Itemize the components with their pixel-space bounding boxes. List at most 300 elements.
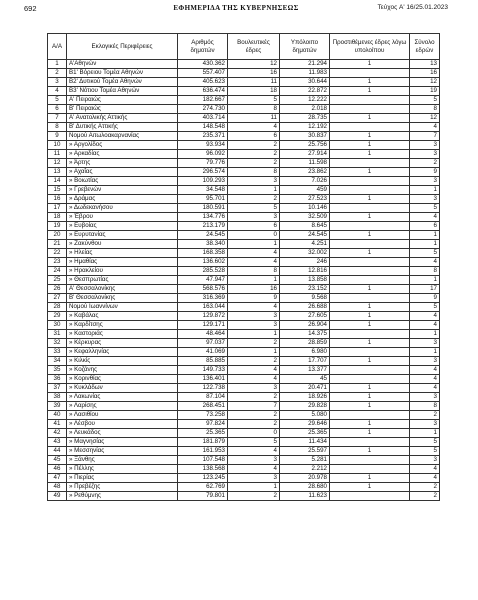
- remainder-count: 12.816: [280, 267, 330, 276]
- seats-count: 2: [228, 420, 280, 429]
- seats-count: 16: [228, 69, 280, 78]
- remainder-count: 25.365: [280, 429, 330, 438]
- remainder-count: 10.146: [280, 204, 330, 213]
- added-seats: [330, 276, 410, 285]
- issue-info: Τεύχος A' 16/25.01.2023: [377, 4, 448, 11]
- citizens-count: 96.092: [178, 150, 228, 159]
- citizens-count: 180.591: [178, 204, 228, 213]
- remainder-count: 28.735: [280, 114, 330, 123]
- remainder-count: 22.872: [280, 87, 330, 96]
- table-row: [48, 303, 440, 312]
- citizens-count: 34.548: [178, 186, 228, 195]
- remainder-count: 18.926: [280, 393, 330, 402]
- seats-count: 4: [228, 258, 280, 267]
- district-name: » Πέλλης: [67, 465, 178, 474]
- added-seats: 1: [330, 231, 410, 240]
- added-seats: 1: [330, 447, 410, 456]
- row-number: 39: [48, 402, 67, 411]
- total-seats: 13: [410, 60, 440, 69]
- seats-count: 1: [228, 276, 280, 285]
- row-number: 11: [48, 150, 67, 159]
- added-seats: 1: [330, 285, 410, 294]
- row-number: 49: [48, 492, 67, 501]
- seats-count: 2: [228, 150, 280, 159]
- added-seats: 1: [330, 474, 410, 483]
- citizens-count: 148.548: [178, 123, 228, 132]
- total-seats: 1: [410, 240, 440, 249]
- page-header: [24, 4, 448, 16]
- seats-count: 3: [228, 213, 280, 222]
- citizens-count: 557.407: [178, 69, 228, 78]
- district-name: » Δωδεκανήσου: [67, 204, 178, 213]
- district-name: » Ρεθύμνης: [67, 492, 178, 501]
- total-seats: 4: [410, 366, 440, 375]
- added-seats: 1: [330, 357, 410, 366]
- table-row: [48, 375, 440, 384]
- table-row: [48, 483, 440, 492]
- remainder-count: 28.680: [280, 483, 330, 492]
- table-row: [48, 285, 440, 294]
- col-header-no: Α/Α: [48, 34, 67, 60]
- added-seats: [330, 258, 410, 267]
- seats-count: 11: [228, 78, 280, 87]
- seats-count: 1: [228, 186, 280, 195]
- citizens-count: 85.885: [178, 357, 228, 366]
- remainder-count: 4.251: [280, 240, 330, 249]
- row-number: 37: [48, 384, 67, 393]
- remainder-count: 25.756: [280, 141, 330, 150]
- citizens-count: 568.576: [178, 285, 228, 294]
- district-name: » Δράμας: [67, 195, 178, 204]
- added-seats: [330, 204, 410, 213]
- citizens-count: 235.371: [178, 132, 228, 141]
- citizens-count: 109.293: [178, 177, 228, 186]
- total-seats: 4: [410, 258, 440, 267]
- added-seats: [330, 267, 410, 276]
- row-number: 12: [48, 159, 67, 168]
- added-seats: [330, 123, 410, 132]
- total-seats: 4: [410, 384, 440, 393]
- added-seats: [330, 105, 410, 114]
- total-seats: 3: [410, 420, 440, 429]
- remainder-count: 29.828: [280, 402, 330, 411]
- district-name: » Κυκλάδων: [67, 384, 178, 393]
- district-name: » Θεσπρωτίας: [67, 276, 178, 285]
- row-number: 36: [48, 375, 67, 384]
- citizens-count: 274.730: [178, 105, 228, 114]
- added-seats: [330, 348, 410, 357]
- table-row: [48, 87, 440, 96]
- citizens-count: 79.801: [178, 492, 228, 501]
- citizens-count: 48.464: [178, 330, 228, 339]
- citizens-count: 93.934: [178, 141, 228, 150]
- row-number: 34: [48, 357, 67, 366]
- district-name: Β' Θεσσαλονίκης: [67, 294, 178, 303]
- row-number: 24: [48, 267, 67, 276]
- citizens-count: 129.171: [178, 321, 228, 330]
- district-name: » Ηρακλείου: [67, 267, 178, 276]
- added-seats: 1: [330, 393, 410, 402]
- table-row: [48, 465, 440, 474]
- district-name: Α' Ανατολικής Αττικής: [67, 114, 178, 123]
- seats-count: 4: [228, 366, 280, 375]
- table-row: [48, 96, 440, 105]
- seats-count: 3: [228, 312, 280, 321]
- remainder-count: 23.862: [280, 168, 330, 177]
- row-number: 41: [48, 420, 67, 429]
- citizens-count: 97.037: [178, 339, 228, 348]
- total-seats: 2: [410, 159, 440, 168]
- seats-count: 1: [228, 348, 280, 357]
- district-name: Α' Θεσσαλονίκης: [67, 285, 178, 294]
- citizens-count: 73.258: [178, 411, 228, 420]
- total-seats: 3: [410, 456, 440, 465]
- row-number: 27: [48, 294, 67, 303]
- district-name: » Μεσσηνίας: [67, 447, 178, 456]
- citizens-count: 134.776: [178, 213, 228, 222]
- added-seats: [330, 186, 410, 195]
- district-name: » Λασιθίου: [67, 411, 178, 420]
- district-name: » Ηλείας: [67, 249, 178, 258]
- citizens-count: 41.069: [178, 348, 228, 357]
- table-row: [48, 105, 440, 114]
- added-seats: [330, 177, 410, 186]
- table-row: [48, 78, 440, 87]
- seats-count: 4: [228, 447, 280, 456]
- total-seats: 4: [410, 321, 440, 330]
- total-seats: 3: [410, 141, 440, 150]
- seats-count: 3: [228, 321, 280, 330]
- citizens-count: 24.545: [178, 231, 228, 240]
- seats-table: [47, 33, 440, 501]
- district-name: » Αρκαδίας: [67, 150, 178, 159]
- remainder-count: 28.859: [280, 339, 330, 348]
- row-number: 19: [48, 222, 67, 231]
- total-seats: 4: [410, 312, 440, 321]
- table-row: [48, 114, 440, 123]
- row-number: 44: [48, 447, 67, 456]
- district-name: Β' Δυτικής Αττικής: [67, 123, 178, 132]
- citizens-count: 268.451: [178, 402, 228, 411]
- citizens-count: 123.245: [178, 474, 228, 483]
- row-number: 30: [48, 321, 67, 330]
- seats-count: 3: [228, 456, 280, 465]
- added-seats: [330, 330, 410, 339]
- remainder-count: 5.281: [280, 456, 330, 465]
- row-number: 4: [48, 87, 67, 96]
- added-seats: [330, 492, 410, 501]
- row-number: 18: [48, 213, 67, 222]
- row-number: 10: [48, 141, 67, 150]
- row-number: 22: [48, 249, 67, 258]
- added-seats: 1: [330, 303, 410, 312]
- added-seats: 1: [330, 420, 410, 429]
- remainder-count: 27.523: [280, 195, 330, 204]
- added-seats: 1: [330, 141, 410, 150]
- row-number: 28: [48, 303, 67, 312]
- total-seats: 1: [410, 429, 440, 438]
- district-name: » Λακωνίας: [67, 393, 178, 402]
- district-name: » Ημαθίας: [67, 258, 178, 267]
- table-row: [48, 168, 440, 177]
- remainder-count: 25.597: [280, 447, 330, 456]
- seats-count: 18: [228, 87, 280, 96]
- citizens-count: 136.602: [178, 258, 228, 267]
- citizens-count: 430.362: [178, 60, 228, 69]
- district-name: » Άρτης: [67, 159, 178, 168]
- col-header-seats: Βουλευτικές έδρες: [228, 34, 280, 60]
- total-seats: 19: [410, 87, 440, 96]
- remainder-count: 30.837: [280, 132, 330, 141]
- seats-count: 1: [228, 330, 280, 339]
- seats-count: 6: [228, 222, 280, 231]
- citizens-count: 182.667: [178, 96, 228, 105]
- added-seats: 1: [330, 384, 410, 393]
- seats-count: 5: [228, 438, 280, 447]
- citizens-count: 97.824: [178, 420, 228, 429]
- added-seats: 1: [330, 321, 410, 330]
- table-row: [48, 231, 440, 240]
- district-name: Νομού Ιωαννίνων: [67, 303, 178, 312]
- citizens-count: 405.623: [178, 78, 228, 87]
- added-seats: [330, 465, 410, 474]
- total-seats: 3: [410, 195, 440, 204]
- table-row: [48, 159, 440, 168]
- row-number: 21: [48, 240, 67, 249]
- table-row: [48, 402, 440, 411]
- added-seats: [330, 96, 410, 105]
- total-seats: 5: [410, 204, 440, 213]
- added-seats: 1: [330, 132, 410, 141]
- row-number: 43: [48, 438, 67, 447]
- gazette-title: ΕΦΗΜΕΡΙΔΑ ΤΗΣ ΚΥΒΕΡΝΗΣΕΩΣ: [173, 4, 299, 12]
- total-seats: 8: [410, 267, 440, 276]
- added-seats: 1: [330, 312, 410, 321]
- added-seats: [330, 375, 410, 384]
- table-row: [48, 330, 440, 339]
- district-name: » Λευκάδος: [67, 429, 178, 438]
- total-seats: 1: [410, 330, 440, 339]
- total-seats: 4: [410, 123, 440, 132]
- table-row: [48, 213, 440, 222]
- seats-count: 12: [228, 60, 280, 69]
- total-seats: 16: [410, 69, 440, 78]
- added-seats: 1: [330, 402, 410, 411]
- district-name: Β3' Νότιου Τομέα Αθηνών: [67, 87, 178, 96]
- added-seats: 1: [330, 78, 410, 87]
- row-number: 20: [48, 231, 67, 240]
- table-row: [48, 177, 440, 186]
- seats-count: 2: [228, 411, 280, 420]
- table-row: [48, 348, 440, 357]
- total-seats: 8: [410, 402, 440, 411]
- table-row: [48, 276, 440, 285]
- remainder-count: 27.914: [280, 150, 330, 159]
- table-row: [48, 141, 440, 150]
- col-header-district: Εκλογικές Περιφέρειες: [67, 34, 178, 60]
- col-header-citizens: Αριθμός δημοτών: [178, 34, 228, 60]
- seats-count: 9: [228, 294, 280, 303]
- row-number: 7: [48, 114, 67, 123]
- total-seats: 9: [410, 168, 440, 177]
- added-seats: 1: [330, 339, 410, 348]
- total-seats: 5: [410, 249, 440, 258]
- district-name: » Καβάλας: [67, 312, 178, 321]
- row-number: 40: [48, 411, 67, 420]
- row-number: 9: [48, 132, 67, 141]
- seats-count: 3: [228, 474, 280, 483]
- table-row: [48, 474, 440, 483]
- seats-count: 2: [228, 195, 280, 204]
- total-seats: 3: [410, 357, 440, 366]
- seats-count: 2: [228, 393, 280, 402]
- citizens-count: 25.365: [178, 429, 228, 438]
- total-seats: 12: [410, 114, 440, 123]
- total-seats: 4: [410, 474, 440, 483]
- citizens-count: 38.340: [178, 240, 228, 249]
- row-number: 15: [48, 186, 67, 195]
- added-seats: 1: [330, 249, 410, 258]
- total-seats: 4: [410, 465, 440, 474]
- table-row: [48, 393, 440, 402]
- citizens-count: 163.044: [178, 303, 228, 312]
- added-seats: 1: [330, 213, 410, 222]
- seats-count: 6: [228, 132, 280, 141]
- district-name: » Πιερίας: [67, 474, 178, 483]
- seats-count: 2: [228, 357, 280, 366]
- table-row: [48, 456, 440, 465]
- district-name: » Ευβοίας: [67, 222, 178, 231]
- table-row: [48, 429, 440, 438]
- total-seats: 3: [410, 177, 440, 186]
- total-seats: 5: [410, 303, 440, 312]
- district-name: » Αχαΐας: [67, 168, 178, 177]
- added-seats: [330, 240, 410, 249]
- seats-count: 7: [228, 402, 280, 411]
- citizens-count: 107.548: [178, 456, 228, 465]
- added-seats: [330, 159, 410, 168]
- col-header-remainder: Υπόλοιπο δημοτών: [280, 34, 330, 60]
- added-seats: 1: [330, 195, 410, 204]
- remainder-count: 30.644: [280, 78, 330, 87]
- table-row: [48, 294, 440, 303]
- total-seats: 17: [410, 285, 440, 294]
- total-seats: 5: [410, 447, 440, 456]
- added-seats: 1: [330, 150, 410, 159]
- total-seats: 1: [410, 348, 440, 357]
- remainder-count: 26.688: [280, 303, 330, 312]
- seats-count: 1: [228, 240, 280, 249]
- total-seats: 1: [410, 231, 440, 240]
- remainder-count: 12.222: [280, 96, 330, 105]
- remainder-count: 6.980: [280, 348, 330, 357]
- row-number: 38: [48, 393, 67, 402]
- seats-count: 3: [228, 177, 280, 186]
- citizens-count: 296.574: [178, 168, 228, 177]
- district-name: Α'Αθηνών: [67, 60, 178, 69]
- table-row: [48, 357, 440, 366]
- table-row: [48, 267, 440, 276]
- table-header-row: [48, 34, 440, 60]
- remainder-count: 11.598: [280, 159, 330, 168]
- district-name: » Καρδίτσης: [67, 321, 178, 330]
- table-row: [48, 240, 440, 249]
- added-seats: 1: [330, 60, 410, 69]
- remainder-count: 7.026: [280, 177, 330, 186]
- citizens-count: 403.714: [178, 114, 228, 123]
- row-number: 1: [48, 60, 67, 69]
- remainder-count: 9.568: [280, 294, 330, 303]
- remainder-count: 32.002: [280, 249, 330, 258]
- seats-count: 3: [228, 384, 280, 393]
- district-name: Α' Πειραιώς: [67, 96, 178, 105]
- remainder-count: 27.605: [280, 312, 330, 321]
- district-name: Β2' Δυτικού Τομέα Αθηνών: [67, 78, 178, 87]
- district-name: Β' Πειραιώς: [67, 105, 178, 114]
- row-number: 5: [48, 96, 67, 105]
- citizens-count: 47.947: [178, 276, 228, 285]
- total-seats: 2: [410, 483, 440, 492]
- citizens-count: 87.104: [178, 393, 228, 402]
- remainder-count: 459: [280, 186, 330, 195]
- table-row: [48, 411, 440, 420]
- row-number: 13: [48, 168, 67, 177]
- district-name: » Ζακύνθου: [67, 240, 178, 249]
- row-number: 3: [48, 78, 67, 87]
- remainder-count: 29.646: [280, 420, 330, 429]
- district-name: » Κοζάνης: [67, 366, 178, 375]
- table-row: [48, 195, 440, 204]
- row-number: 45: [48, 456, 67, 465]
- seats-count: 2: [228, 492, 280, 501]
- seats-count: 2: [228, 141, 280, 150]
- added-seats: [330, 411, 410, 420]
- row-number: 17: [48, 204, 67, 213]
- citizens-count: 62.769: [178, 483, 228, 492]
- table-row: [48, 69, 440, 78]
- remainder-count: 20.471: [280, 384, 330, 393]
- citizens-count: 316.369: [178, 294, 228, 303]
- remainder-count: 32.509: [280, 213, 330, 222]
- table-row: [48, 492, 440, 501]
- total-seats: 1: [410, 276, 440, 285]
- added-seats: 1: [330, 483, 410, 492]
- added-seats: 1: [330, 114, 410, 123]
- added-seats: [330, 366, 410, 375]
- table-row: [48, 150, 440, 159]
- table-row: [48, 186, 440, 195]
- remainder-count: 11.623: [280, 492, 330, 501]
- table-row: [48, 222, 440, 231]
- citizens-count: 138.568: [178, 465, 228, 474]
- col-header-total: Σύνολο εδρών: [410, 34, 440, 60]
- total-seats: 7: [410, 132, 440, 141]
- added-seats: [330, 69, 410, 78]
- row-number: 26: [48, 285, 67, 294]
- seats-count: 2: [228, 159, 280, 168]
- added-seats: 1: [330, 429, 410, 438]
- total-seats: 8: [410, 105, 440, 114]
- table-row: [48, 312, 440, 321]
- row-number: 31: [48, 330, 67, 339]
- district-name: » Ξάνθης: [67, 456, 178, 465]
- table-row: [48, 384, 440, 393]
- added-seats: 1: [330, 168, 410, 177]
- citizens-count: 149.733: [178, 366, 228, 375]
- total-seats: 9: [410, 294, 440, 303]
- added-seats: [330, 294, 410, 303]
- citizens-count: 136.401: [178, 375, 228, 384]
